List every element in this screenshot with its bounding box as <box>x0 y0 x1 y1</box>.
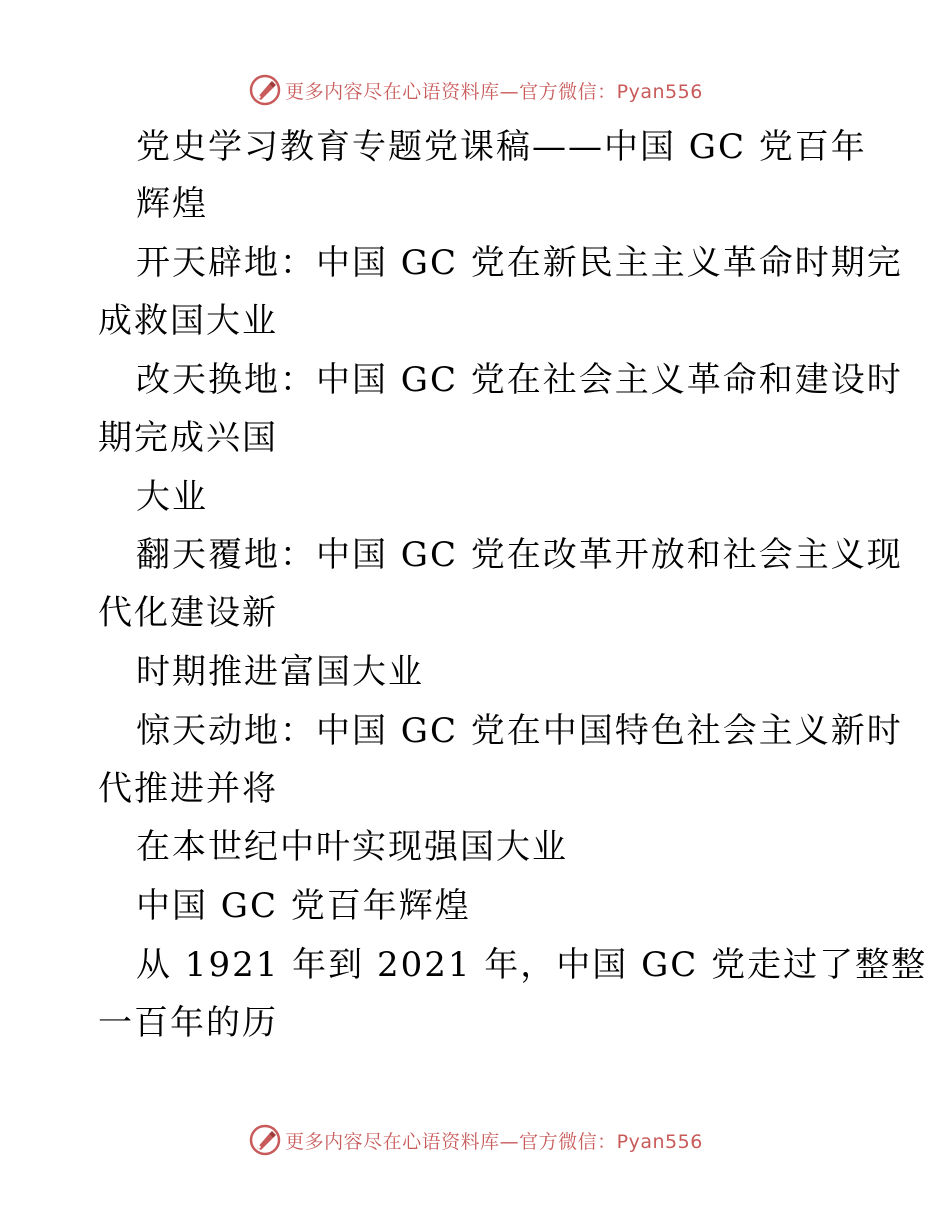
text-line: 从 1921 年到 2021 年，中国 GC 党走过了整整 <box>136 945 928 985</box>
watermark-text: 更多内容尽在心语资料库—官方微信：Pyan556 <box>285 1130 703 1153</box>
text-line: 大业 <box>136 477 208 517</box>
text-line: 党史学习教育专题党课稿——中国 GC 党百年 <box>136 127 867 167</box>
text-line: 代推进并将 <box>98 769 278 809</box>
text-line: 辉煌 <box>136 184 208 224</box>
pen-logo-icon <box>247 1122 283 1158</box>
text-line: 开天辟地：中国 GC 党在新民主主义革命时期完 <box>136 243 903 283</box>
text-line: 一百年的历 <box>98 1003 278 1043</box>
text-line: 惊天动地：中国 GC 党在中国特色社会主义新时 <box>136 711 903 751</box>
text-line: 期完成兴国 <box>98 418 278 458</box>
text-line: 时期推进富国大业 <box>136 652 424 692</box>
text-line: 在本世纪中叶实现强国大业 <box>136 827 568 867</box>
footer-watermark <box>0 1120 950 1160</box>
header-watermark <box>0 70 950 110</box>
pen-logo-icon <box>247 72 283 108</box>
text-line: 中国 GC 党百年辉煌 <box>136 886 471 926</box>
text-line: 成救国大业 <box>98 301 278 341</box>
text-line: 代化建设新 <box>98 593 278 633</box>
text-line: 翻天覆地：中国 GC 党在改革开放和社会主义现 <box>136 535 903 575</box>
watermark-text: 更多内容尽在心语资料库—官方微信：Pyan556 <box>285 80 703 103</box>
text-line: 改天换地：中国 GC 党在社会主义革命和建设时 <box>136 360 903 400</box>
